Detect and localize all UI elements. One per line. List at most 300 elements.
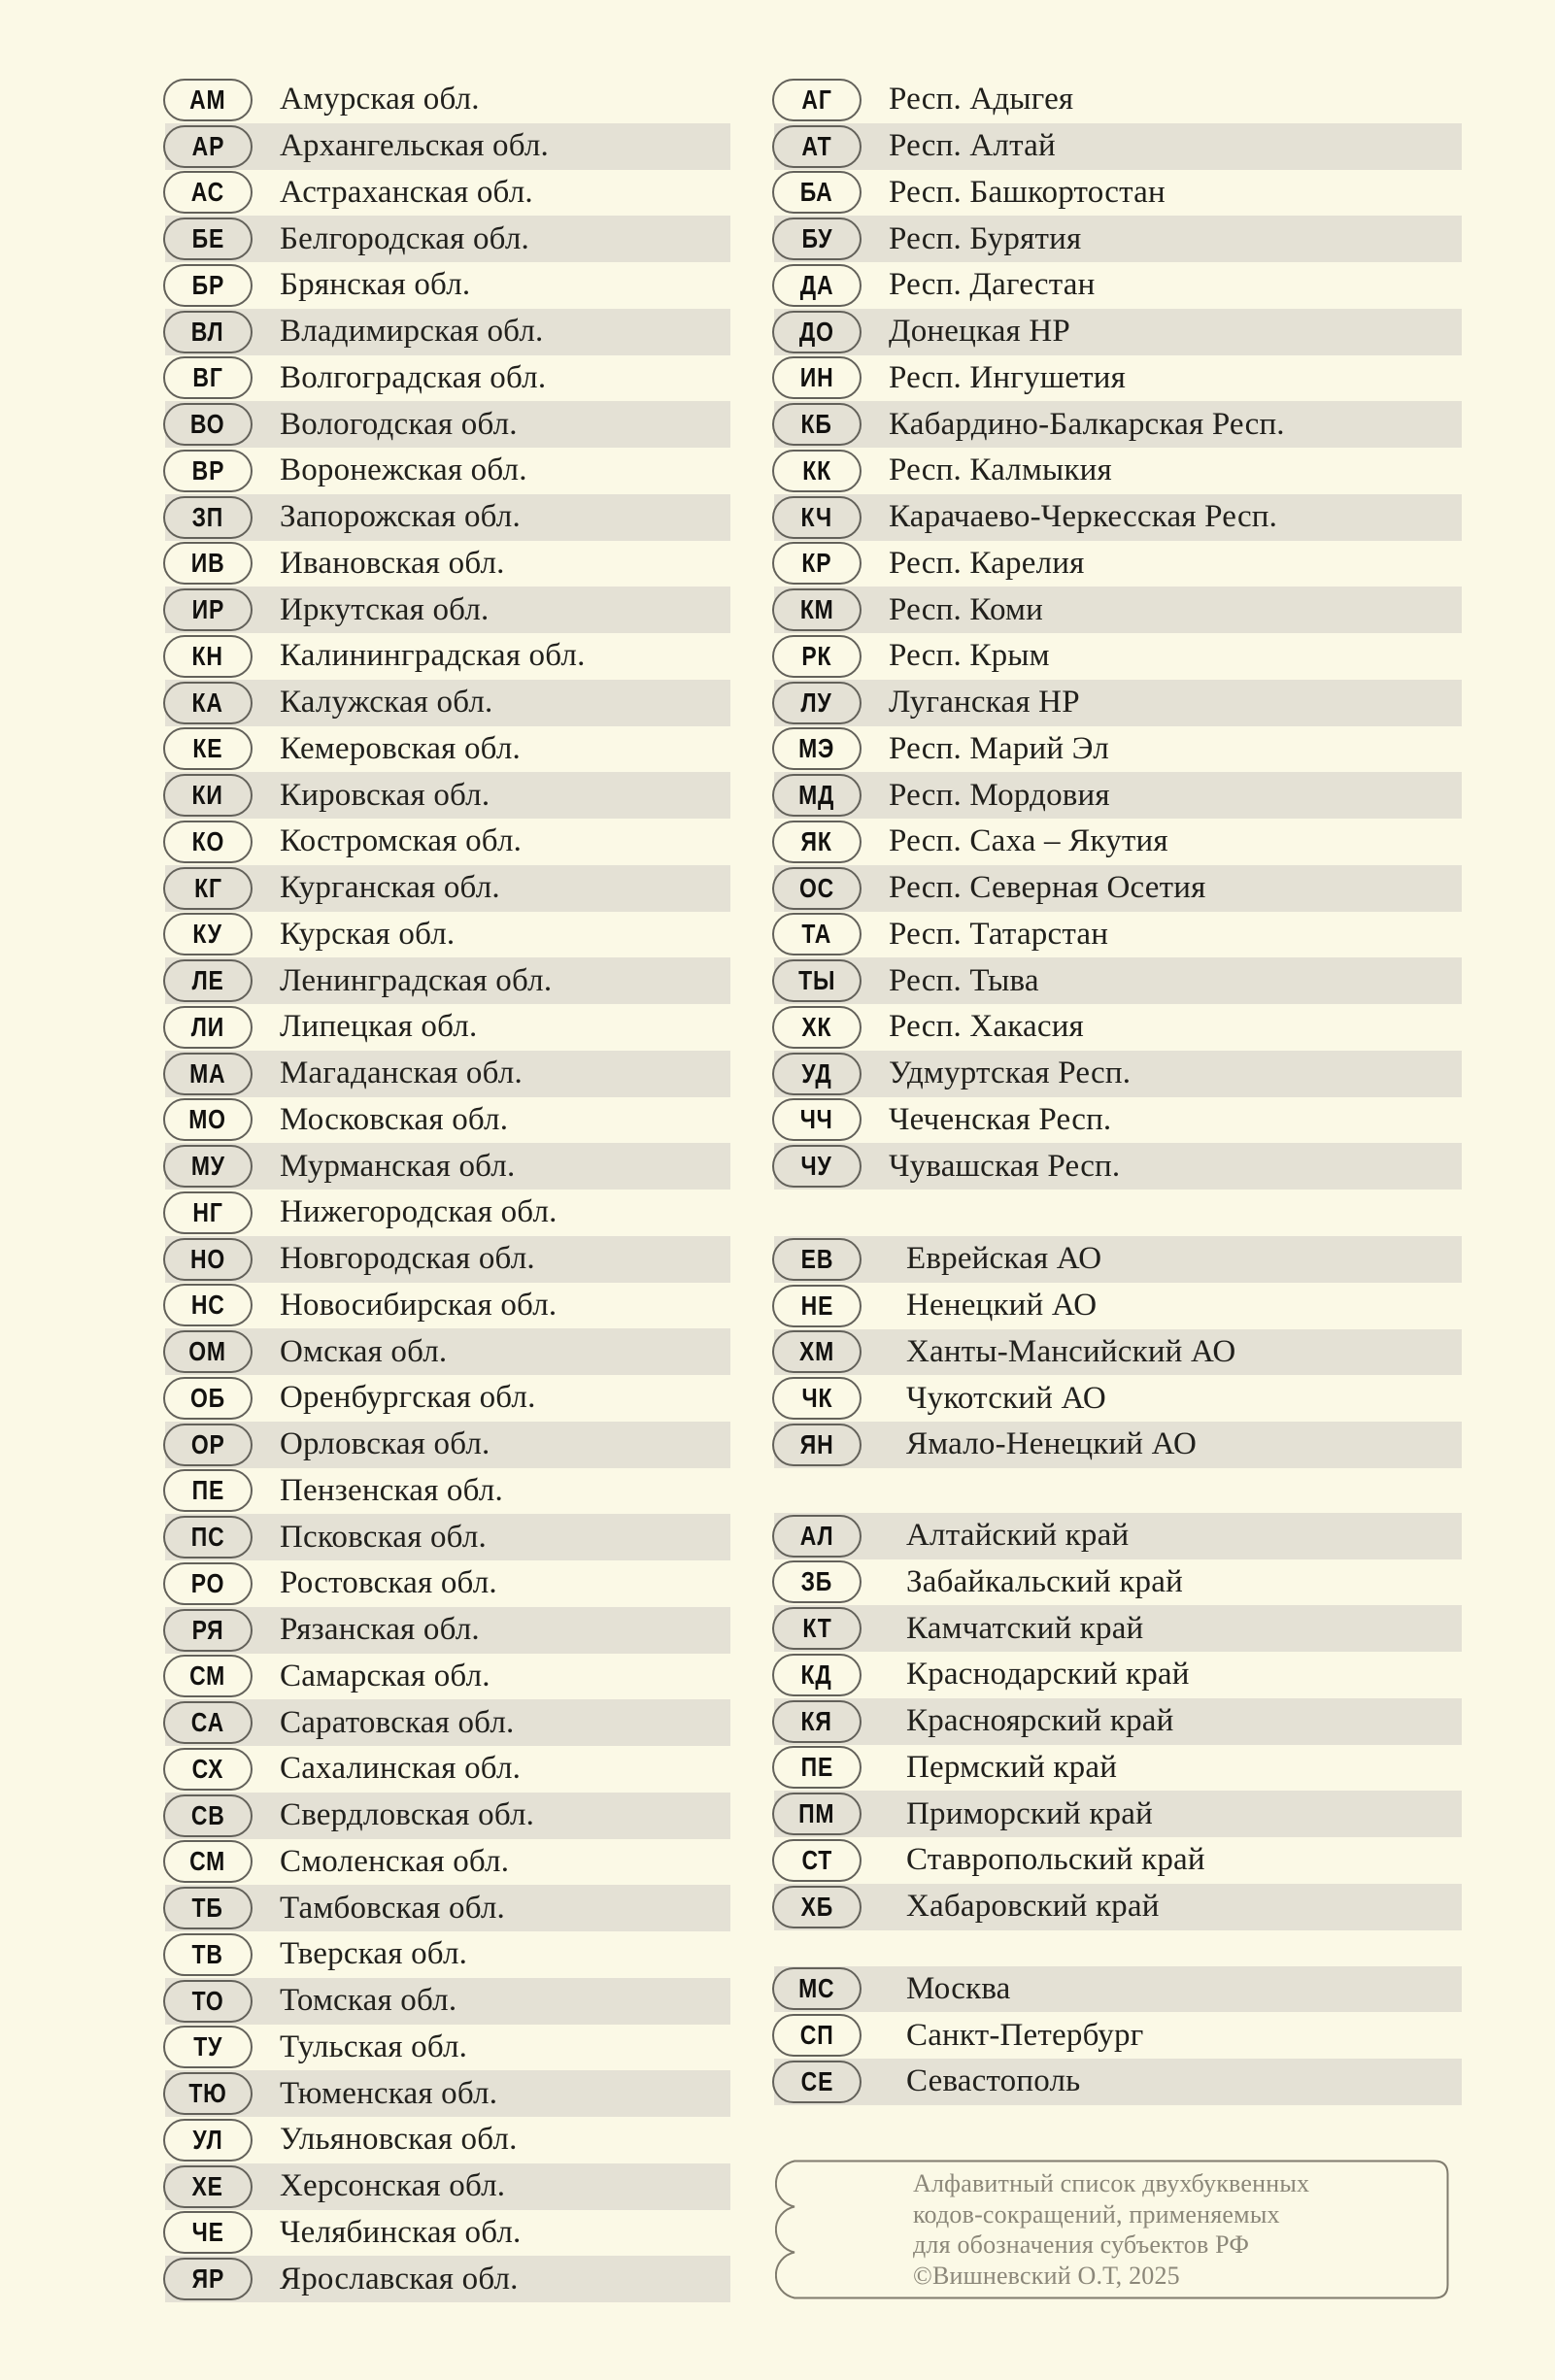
- region-code: ПЕ: [800, 1752, 833, 1783]
- region-code: АР: [191, 130, 224, 161]
- region-name: Челябинская обл.: [280, 2214, 522, 2250]
- region-row: [165, 1699, 730, 1746]
- region-row: [165, 680, 730, 726]
- region-code-badge: [772, 1145, 862, 1188]
- region-row: [774, 1375, 1462, 1422]
- region-code-badge: [163, 450, 253, 492]
- region-row: [774, 819, 1462, 865]
- region-code: ТЫ: [797, 965, 836, 996]
- region-code: СП: [799, 2020, 834, 2051]
- region-code: БЕ: [191, 223, 224, 254]
- region-row: [165, 1283, 730, 1329]
- region-code-badge: [163, 682, 253, 724]
- region-code: СЕ: [800, 2065, 833, 2096]
- region-code-badge: [163, 635, 253, 678]
- region-name: Амурская обл.: [280, 82, 480, 117]
- region-code: СМ: [189, 1660, 226, 1692]
- region-code: ЧК: [801, 1383, 832, 1414]
- region-name: Воронежская обл.: [280, 453, 527, 488]
- region-name: Иркутская обл.: [280, 591, 490, 627]
- region-code: КД: [800, 1659, 833, 1690]
- region-name: Хабаровский край: [906, 1889, 1160, 1925]
- region-row: [165, 216, 730, 262]
- region-code-badge: [163, 1655, 253, 1697]
- region-name: Костромская обл.: [280, 823, 523, 859]
- region-name: Нижегородская обл.: [280, 1194, 558, 1230]
- region-code-badge: [163, 1980, 253, 2023]
- region-row: [774, 541, 1462, 587]
- region-row: [774, 1236, 1462, 1283]
- region-name: Пермский край: [906, 1749, 1118, 1785]
- region-code: ТО: [191, 1985, 224, 2016]
- region-code-badge: [772, 1238, 862, 1281]
- region-row: [774, 1652, 1462, 1698]
- region-name: Калужская обл.: [280, 685, 493, 721]
- region-code-badge: [163, 1006, 253, 1049]
- region-code: КН: [191, 640, 224, 671]
- region-name: Севастополь: [906, 2063, 1081, 2099]
- region-row: [774, 448, 1462, 494]
- region-name: Ханты-Мансийский АО: [906, 1333, 1236, 1369]
- region-name: Псковская обл.: [280, 1519, 487, 1555]
- region-code-badge: [772, 1607, 862, 1650]
- region-row: [165, 448, 730, 494]
- region-code-badge: [772, 682, 862, 724]
- region-code: ДО: [799, 316, 834, 347]
- region-code-badge: [163, 403, 253, 446]
- region-row: [165, 2117, 730, 2163]
- region-code-badge: [163, 1191, 253, 1234]
- region-code-badge: [772, 1839, 862, 1882]
- region-name: Луганская НР: [889, 685, 1080, 721]
- region-code: КЧ: [800, 501, 833, 532]
- region-name: Новгородская обл.: [280, 1241, 535, 1277]
- region-row: [774, 1513, 1462, 1559]
- region-name: Забайкальский край: [906, 1563, 1183, 1599]
- region-name: Курская обл.: [280, 916, 456, 952]
- region-name: Запорожская обл.: [280, 499, 521, 535]
- group-oblasts: [165, 77, 730, 2302]
- region-row: [165, 1514, 730, 1560]
- region-row: [165, 2163, 730, 2210]
- region-row: [774, 1097, 1462, 1144]
- group-autonomous-okrugs: [774, 1236, 1462, 1468]
- region-name: Свердловская обл.: [280, 1797, 535, 1833]
- region-code: ОМ: [188, 1336, 227, 1367]
- region-name: Красноярский край: [906, 1703, 1174, 1739]
- region-code: ПМ: [798, 1798, 835, 1829]
- region-name: Новосибирская обл.: [280, 1287, 558, 1323]
- region-row: [774, 2012, 1462, 2059]
- footer-caption-line: для обозначения субъектов РФ: [913, 2230, 1250, 2259]
- region-code-badge: [163, 79, 253, 121]
- region-row: [165, 401, 730, 448]
- region-code: ХЕ: [191, 2170, 224, 2201]
- region-name: Кировская обл.: [280, 777, 490, 813]
- region-code: КК: [802, 454, 831, 486]
- region-code-badge: [163, 2072, 253, 2115]
- region-name: Респ. Мордовия: [889, 777, 1110, 813]
- region-code: ВО: [190, 409, 225, 440]
- region-name: Московская обл.: [280, 1101, 509, 1137]
- region-row: [165, 819, 730, 865]
- region-code: РК: [801, 640, 832, 671]
- region-code-badge: [772, 1006, 862, 1049]
- region-code-badge: [163, 356, 253, 399]
- region-name: Тверская обл.: [280, 1936, 468, 1972]
- region-code-badge: [163, 588, 253, 631]
- region-row: [774, 309, 1462, 355]
- region-code: ТА: [801, 919, 832, 950]
- region-row: [774, 1143, 1462, 1190]
- region-row: [165, 1654, 730, 1700]
- region-code: КТ: [801, 1613, 832, 1644]
- region-code-badge: [772, 774, 862, 817]
- region-code-badge: [163, 311, 253, 353]
- region-name: Кабардино-Балкарская Респ.: [889, 406, 1285, 442]
- region-row: [774, 77, 1462, 123]
- footer-caption: [913, 2168, 1309, 2291]
- region-name: Респ. Башкортостан: [889, 174, 1166, 210]
- region-code: СХ: [191, 1753, 224, 1784]
- region-name: Респ. Адыгея: [889, 82, 1074, 117]
- region-code-badge: [772, 821, 862, 863]
- region-row: [774, 772, 1462, 819]
- region-name: Еврейская АО: [906, 1241, 1102, 1277]
- region-code-badge: [772, 1700, 862, 1743]
- region-name: Респ. Калмыкия: [889, 453, 1112, 488]
- region-row: [165, 2256, 730, 2302]
- region-code: УЛ: [192, 2124, 223, 2155]
- region-code: МА: [189, 1057, 226, 1089]
- region-code: КЕ: [192, 733, 223, 764]
- region-row: [165, 1190, 730, 1236]
- region-name: Ямало-Ненецкий АО: [906, 1426, 1198, 1462]
- region-code-badge: [163, 1609, 253, 1652]
- region-code: БУ: [801, 223, 832, 254]
- region-code-badge: [163, 1424, 253, 1466]
- region-code: ЗП: [191, 501, 224, 532]
- region-name: Ростовская обл.: [280, 1565, 497, 1601]
- region-code-badge: [163, 867, 253, 910]
- region-code-badge: [772, 311, 862, 353]
- region-code: СВ: [190, 1799, 225, 1830]
- region-name: Респ. Дагестан: [889, 267, 1096, 303]
- region-code: РЯ: [191, 1614, 224, 1645]
- region-name: Ненецкий АО: [906, 1288, 1098, 1324]
- region-row: [774, 912, 1462, 958]
- region-row: [165, 1328, 730, 1375]
- region-row: [774, 123, 1462, 170]
- region-code-badge: [772, 1330, 862, 1373]
- region-code-badge: [163, 1794, 253, 1837]
- region-code: МС: [798, 1973, 835, 2004]
- region-code: АМ: [189, 84, 226, 115]
- footer-caption-line: кодов-сокращений, применяемых: [913, 2199, 1280, 2229]
- region-code-badge: [163, 1377, 253, 1420]
- region-row: [165, 726, 730, 773]
- region-name: Карачаево-Черкесская Респ.: [889, 499, 1278, 535]
- region-row: [165, 2070, 730, 2117]
- region-code: ХК: [801, 1011, 832, 1042]
- region-code-badge: [772, 79, 862, 121]
- region-code: КЯ: [800, 1705, 833, 1736]
- region-row: [774, 170, 1462, 217]
- region-row: [165, 541, 730, 587]
- region-row: [165, 1236, 730, 1283]
- region-row: [165, 1097, 730, 1144]
- region-code-badge: [163, 1330, 253, 1373]
- region-code: БА: [800, 177, 833, 208]
- region-code: ТУ: [193, 2031, 222, 2062]
- region-row: [774, 1745, 1462, 1792]
- region-code-badge: [772, 1285, 862, 1327]
- region-code-badge: [772, 1654, 862, 1696]
- region-code-badge: [163, 821, 253, 863]
- region-code-badge: [772, 403, 862, 446]
- region-row: [774, 1837, 1462, 1884]
- region-code: ПЕ: [191, 1475, 224, 1506]
- region-code-badge: [772, 171, 862, 214]
- group-krais: [774, 1513, 1462, 1930]
- region-row: [774, 2059, 1462, 2105]
- region-code: МД: [798, 780, 835, 811]
- region-code-badge: [163, 1053, 253, 1095]
- region-name: Владимирская обл.: [280, 314, 544, 350]
- region-row: [165, 262, 730, 309]
- region-code-badge: [772, 1560, 862, 1603]
- region-code-badge: [163, 496, 253, 539]
- region-row: [165, 494, 730, 541]
- region-code: МЭ: [798, 733, 835, 764]
- region-code-badge: [772, 867, 862, 910]
- region-name: Вологодская обл.: [280, 406, 518, 442]
- region-row: [165, 1978, 730, 2025]
- region-code: ЛЕ: [191, 965, 224, 996]
- region-code-badge: [772, 450, 862, 492]
- region-row: [774, 1966, 1462, 2013]
- region-row: [165, 1143, 730, 1190]
- region-row: [165, 2025, 730, 2071]
- region-name: Алтайский край: [906, 1518, 1130, 1554]
- region-name: Удмуртская Респ.: [889, 1056, 1132, 1091]
- region-code: ИН: [799, 362, 834, 393]
- region-code-badge: [163, 218, 253, 260]
- region-row: [165, 123, 730, 170]
- region-code-badge: [772, 1424, 862, 1466]
- region-code-badge: [772, 959, 862, 1002]
- region-code: КБ: [800, 409, 833, 440]
- region-row: [774, 1283, 1462, 1329]
- region-code-badge: [772, 1098, 862, 1141]
- region-name: Респ. Татарстан: [889, 916, 1109, 952]
- region-code-badge: [772, 1793, 862, 1835]
- region-code: ЗБ: [800, 1566, 833, 1597]
- region-name: Пензенская обл.: [280, 1472, 503, 1508]
- region-code-badge: [163, 264, 253, 307]
- region-name: Херсонская обл.: [280, 2168, 506, 2204]
- region-code: РО: [190, 1567, 225, 1598]
- region-code: ВЛ: [191, 316, 224, 347]
- region-code-badge: [163, 2165, 253, 2208]
- region-name: Респ. Тыва: [889, 962, 1039, 998]
- region-name: Респ. Крым: [889, 638, 1050, 674]
- region-code-badge: [163, 1238, 253, 1281]
- region-code-badge: [163, 171, 253, 214]
- region-row: [165, 77, 730, 123]
- region-name: Санкт-Петербург: [906, 2017, 1144, 2053]
- region-row: [165, 912, 730, 958]
- region-code: МО: [188, 1104, 227, 1135]
- region-code-badge: [772, 2061, 862, 2103]
- region-code: ЕВ: [800, 1243, 833, 1274]
- region-name: Орловская обл.: [280, 1426, 490, 1462]
- region-code-badge: [163, 2026, 253, 2068]
- region-row: [165, 1885, 730, 1931]
- region-code-badge: [163, 1701, 253, 1744]
- region-code: КГ: [193, 872, 222, 903]
- region-name: Тульская обл.: [280, 2028, 468, 2064]
- region-name: Саратовская обл.: [280, 1704, 515, 1740]
- region-code: АГ: [801, 84, 832, 115]
- region-code-badge: [163, 1748, 253, 1791]
- region-row: [774, 216, 1462, 262]
- region-name: Оренбургская обл.: [280, 1380, 536, 1416]
- region-code: ОБ: [189, 1382, 226, 1413]
- region-code-badge: [163, 542, 253, 585]
- region-code: ОС: [798, 872, 835, 903]
- region-code-badge: [163, 2211, 253, 2254]
- region-name: Респ. Саха – Якутия: [889, 823, 1168, 859]
- region-code-badge: [772, 264, 862, 307]
- region-row: [165, 1793, 730, 1839]
- region-code-badge: [163, 2258, 253, 2300]
- region-code: МУ: [190, 1151, 225, 1182]
- region-code: КО: [191, 825, 224, 856]
- region-code: ЯК: [800, 825, 833, 856]
- region-name: Приморский край: [906, 1795, 1153, 1831]
- region-name: Тюменская обл.: [280, 2075, 498, 2111]
- region-code: АС: [190, 177, 225, 208]
- region-row: [774, 1004, 1462, 1051]
- region-row: [165, 2210, 730, 2257]
- region-name: Чувашская Респ.: [889, 1148, 1121, 1184]
- region-name: Курганская обл.: [280, 870, 500, 906]
- region-code: ХМ: [798, 1336, 835, 1367]
- region-name: Чеченская Респ.: [889, 1101, 1112, 1137]
- region-row: [774, 726, 1462, 773]
- region-name: Брянская обл.: [280, 267, 471, 303]
- region-code-badge: [163, 1284, 253, 1326]
- region-code-badge: [772, 356, 862, 399]
- region-row: [774, 262, 1462, 309]
- region-code-badge: [772, 1053, 862, 1095]
- region-code: НО: [189, 1243, 226, 1274]
- region-row: [774, 680, 1462, 726]
- region-name: Самарская обл.: [280, 1658, 490, 1693]
- region-row: [774, 587, 1462, 633]
- region-row: [165, 1422, 730, 1468]
- region-code: ВГ: [192, 362, 223, 393]
- region-code: КУ: [192, 919, 223, 950]
- region-row: [774, 633, 1462, 680]
- region-name: Мурманская обл.: [280, 1148, 516, 1184]
- region-code-badge: [772, 218, 862, 260]
- region-name: Респ. Бурятия: [889, 220, 1082, 256]
- group-federal-cities: [774, 1966, 1462, 2105]
- region-row: [774, 1329, 1462, 1376]
- region-code: ЛУ: [800, 687, 833, 718]
- region-name: Омская обл.: [280, 1333, 448, 1369]
- region-code-badge: [772, 542, 862, 585]
- region-code-badge: [163, 959, 253, 1002]
- region-name: Калининградская обл.: [280, 638, 586, 674]
- footer-note-plate: [775, 2160, 1449, 2299]
- footer-copyright-line: ©Вишневский О.Т, 2025: [913, 2261, 1180, 2290]
- region-row: [165, 772, 730, 819]
- region-code-badge: [163, 1887, 253, 1929]
- region-row: [165, 1051, 730, 1097]
- region-code: АЛ: [799, 1520, 834, 1551]
- region-name: Ставропольский край: [906, 1842, 1205, 1878]
- region-row: [165, 587, 730, 633]
- region-code: ХБ: [800, 1891, 833, 1922]
- region-name: Волгоградская обл.: [280, 359, 547, 395]
- region-code: ТБ: [191, 1893, 224, 1924]
- region-name: Респ. Карелия: [889, 545, 1085, 581]
- region-row: [774, 957, 1462, 1004]
- region-name: Магаданская обл.: [280, 1056, 523, 1091]
- region-row: [165, 1468, 730, 1515]
- region-row: [774, 1698, 1462, 1745]
- region-name: Рязанская обл.: [280, 1612, 480, 1648]
- region-name: Смоленская обл.: [280, 1843, 510, 1879]
- region-row: [165, 1607, 730, 1654]
- region-code-badge: [772, 125, 862, 168]
- region-code: ЧЧ: [800, 1104, 833, 1135]
- region-name: Сахалинская обл.: [280, 1751, 522, 1787]
- region-name: Москва: [906, 1970, 1011, 2006]
- region-row: [774, 1605, 1462, 1652]
- region-name: Томская обл.: [280, 1983, 457, 2019]
- region-code-badge: [772, 1967, 862, 2010]
- region-row: [165, 1839, 730, 1886]
- region-code: НГ: [192, 1196, 223, 1227]
- region-row: [774, 1422, 1462, 1468]
- region-row: [165, 1746, 730, 1793]
- region-code: ТЮ: [188, 2078, 227, 2109]
- region-name: Ярославская обл.: [280, 2261, 519, 2296]
- region-code: СА: [190, 1707, 225, 1738]
- region-code-badge: [772, 727, 862, 770]
- region-name: Липецкая обл.: [280, 1009, 478, 1045]
- region-code-badge: [772, 1377, 862, 1420]
- region-code: ОР: [190, 1428, 225, 1459]
- region-code-badge: [772, 1886, 862, 1928]
- region-code: НЕ: [800, 1290, 833, 1321]
- region-code-badge: [163, 125, 253, 168]
- region-row: [165, 865, 730, 912]
- region-row: [165, 355, 730, 402]
- region-code-badge: [163, 2119, 253, 2162]
- region-row: [165, 1004, 730, 1051]
- region-code: КА: [191, 687, 224, 718]
- region-row: [165, 957, 730, 1004]
- region-name: Астраханская обл.: [280, 174, 533, 210]
- region-code: АТ: [801, 130, 832, 161]
- region-code: ЧУ: [800, 1151, 833, 1182]
- region-name: Чукотский АО: [906, 1380, 1106, 1416]
